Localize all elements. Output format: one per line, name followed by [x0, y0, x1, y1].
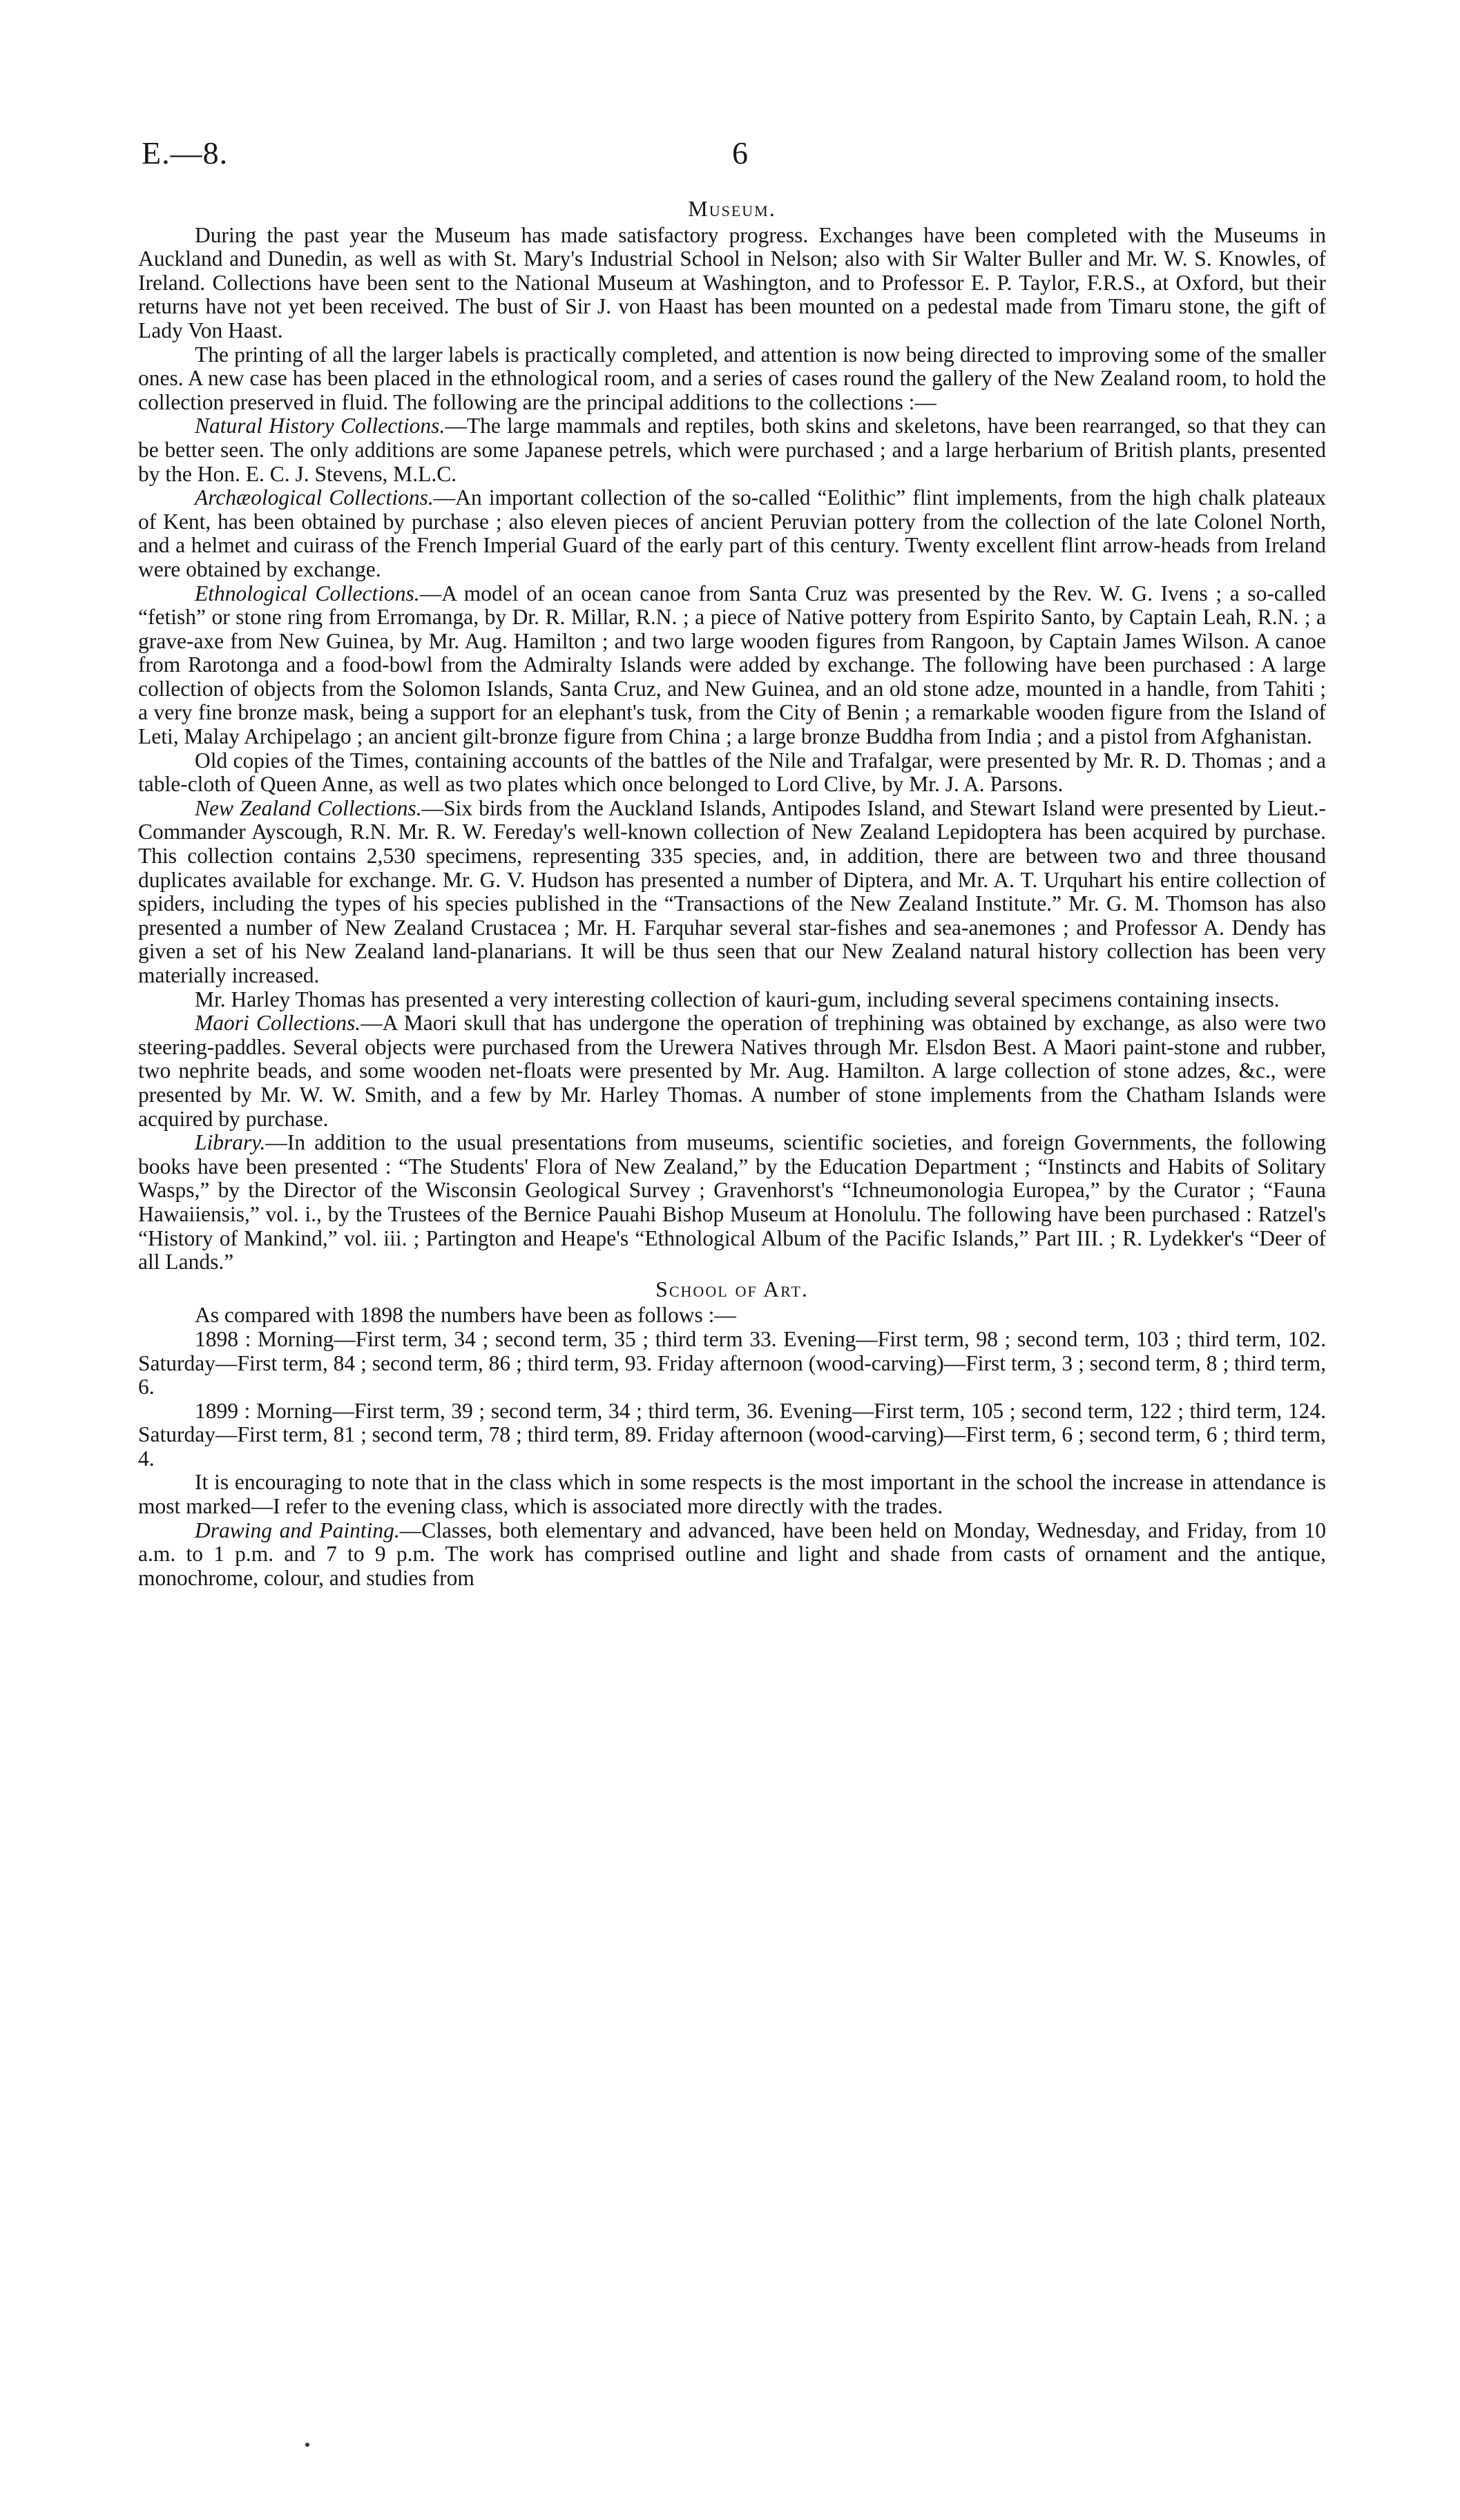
- paragraph: Maori Collections.—A Maori skull that has undergone the operation of trephining was obtained by exchange, as also were two steering-paddles. Several objects were purchased from the Urewera Natives through Mr. Elsdon Best. A Maori paint-stone and rubber, two nephrite beads, and some wooden net-floats were presented by Mr. Aug. Hamilton. A large collection of stone adzes, &c., were presented by Mr. W. W. Smith, and a few by Mr. Harley Thomas. A number of stone implements from the Chatham Islands were acquired by purchase.: [138, 1011, 1326, 1131]
- stray-ink-mark: [305, 2443, 309, 2447]
- paragraph: New Zealand Collections.—Six birds from the Auckland Islands, Antipodes Island, and Stewart Island were presented by Lieut.-Commander Ayscough, R.N. Mr. R. W. Fereday's well-known collection of New Zealand Lepidoptera has been acquired by purchase. This collection contains 2,530 specimens, representing 335 species, and, in addition, there are between two and three thousand duplicates available for exchange. Mr. G. V. Hudson has presented a number of Diptera, and Mr. A. T. Urquhart his entire collection of spiders, including the types of his species published in the “Transactions of the New Zealand Institute.” Mr. G. M. Thomson has also presented a number of New Zealand Crustacea ; Mr. H. Farquhar several star-fishes and sea-anemones ; and Professor A. Dendy has given a set of his New Zealand land-planarians. It will be thus seen that our New Zealand natural history collection has been very materially increased.: [138, 795, 1326, 987]
- paragraph: Natural History Collections.—The large mammals and reptiles, both skins and skeletons, have been rearranged, so that they can be better seen. The only additions are some Japanese petrels, which were purchased ; and a large herbarium of British plants, presented by the Hon. E. C. J. Stevens, M.L.C.: [138, 414, 1326, 486]
- paragraph: Library.—In addition to the usual presentations from museums, scientific societies, and foreign Governments, the following books have been presented : “The Students' Flora of New Zealand,” by the Education Department ; “Instincts and Habits of Solitary Wasps,” by the Director of the Wisconsin Geological Survey ; Gravenhorst's “Ichneumonologia Europea,” by the Curator ; “Fauna Hawaiiensis,” vol. i., by the Trustees of the Bernice Pauahi Bishop Museum at Honolulu. The following have been purchased : Ratzel's “History of Mankind,” vol. iii. ; Partington and Heape's “Ethnological Album of the Pacific Islands,” Part III. ; R. Lydekker's “Deer of all Lands.”: [138, 1130, 1326, 1274]
- paragraph: Old copies of the Times, containing accounts of the battles of the Nile and Trafalgar, were presented by Mr. R. D. Thomas ; and a table-cloth of Queen Anne, as well as two plates which once belonged to Lord Clive, by Mr. J. A. Parsons.: [138, 748, 1326, 797]
- document-reference: E.—8.: [142, 135, 229, 171]
- paragraph: It is encouraging to note that in the class which in some respects is the most important in the school the increase in attendance is most marked—I refer to the evening class, which is associated more directly with the trades.: [138, 1470, 1326, 1519]
- paragraph-lead: Library.: [195, 1130, 266, 1155]
- paragraph-lead: Drawing and Painting.: [195, 1518, 400, 1542]
- paragraph: As compared with 1898 the numbers have been as follows :—: [195, 1303, 736, 1328]
- paragraph-lead: Ethnological Collections.: [195, 581, 420, 605]
- body-text: [138, 197, 1326, 1590]
- section-heading-museum: Museum.: [688, 196, 776, 221]
- paragraph: The printing of all the larger labels is practically completed, and attention is now being directed to improving some of the smaller ones. A new case has been placed in the ethnological room, and a series of cases round the gallery of the New Zealand room, to hold the collection preserved in fluid. The following are the principal additions to the collections :—: [138, 342, 1326, 414]
- paragraph: During the past year the Museum has made satisfactory progress. Exchanges have been completed with the Museums in Auckland and Dunedin, as well as with St. Mary's Industrial School in Nelson; also with Sir Walter Buller and Mr. W. S. Knowles, of Ireland. Collections have been sent to the National Museum at Washington, and to Professor E. P. Taylor, F.R.S., at Oxford, but their returns have not yet been received. The bust of Sir J. von Haast has been mounted on a pedestal made from Timaru stone, the gift of Lady Von Haast.: [138, 222, 1326, 342]
- paragraph-lead: Natural History Collections.: [195, 414, 445, 438]
- paragraph-lead: New Zealand Collections.: [195, 795, 422, 820]
- paragraph-lead: Maori Collections.: [195, 1011, 361, 1036]
- paragraph: 1898 : Morning—First term, 34 ; second term, 35 ; third term 33. Evening—First term, 98 ; second term, 103 ; third term, 102. Saturday—First term, 84 ; second term, 86 ; third term, 93. Friday afternoon (wood-carving)—First term, 3 ; second term, 8 ; third term, 6.: [138, 1326, 1326, 1399]
- section-heading-school-of-art: School of Art.: [655, 1276, 809, 1301]
- page-number: 6: [732, 135, 748, 171]
- paragraph: Mr. Harley Thomas has presented a very interesting collection of kauri-gum, including several specimens containing insects.: [195, 987, 1280, 1011]
- paragraph: Ethnological Collections.—A model of an ocean canoe from Santa Cruz was presented by the Rev. W. G. Ivens ; a so-called “fetish” or stone ring from Erromanga, by Dr. R. Millar, R.N. ; a piece of Native pottery from Espirito Santo, by Captain Leah, R.N. ; a grave-axe from New Guinea, by Mr. Aug. Hamilton ; and two large wooden figures from Rangoon, by Captain James Wilson. A canoe from Rarotonga and a food-bowl from the Admiralty Islands were added by exchange. The following have been purchased : A large collection of objects from the Solomon Islands, Santa Cruz, and New Guinea, and an old stone adze, mounted in a handle, from Tahiti ; a very fine bronze mask, being a support for an elephant's tusk, from the City of Benin ; a remarkable wooden figure from the Island of Leti, Malay Archipelago ; an ancient gilt-bronze figure from China ; a large bronze Buddha from India ; and a pistol from Afghanistan.: [138, 581, 1327, 749]
- paragraph: 1899 : Morning—First term, 39 ; second term, 34 ; third term, 36. Evening—First term, 105 ; second term, 122 ; third term, 124. Saturday—First term, 81 ; second term, 78 ; third term, 89. Friday afternoon (wood-carving)—First term, 6 ; second term, 6 ; third term, 4.: [138, 1398, 1326, 1471]
- paragraph-lead: Archæological Collections.: [195, 485, 434, 510]
- paragraph: Archæological Collections.—An important collection of the so-called “Eolithic” flint implements, from the high chalk plateaux of Kent, has been obtained by purchase ; also eleven pieces of ancient Peruvian pottery from the collection of the late Colonel North, and a helmet and cuirass of the French Imperial Guard of the early part of this century. Twenty excellent flint arrow-heads from Ireland were obtained by exchange.: [138, 485, 1327, 581]
- paragraph: Drawing and Painting.—Classes, both elementary and advanced, have been held on Monday, Wednesday, and Friday, from 10 a.m. to 1 p.m. and 7 to 9 p.m. The work has comprised outline and light and shade from casts of ornament and the antique, monochrome, colour, and studies from: [138, 1518, 1326, 1590]
